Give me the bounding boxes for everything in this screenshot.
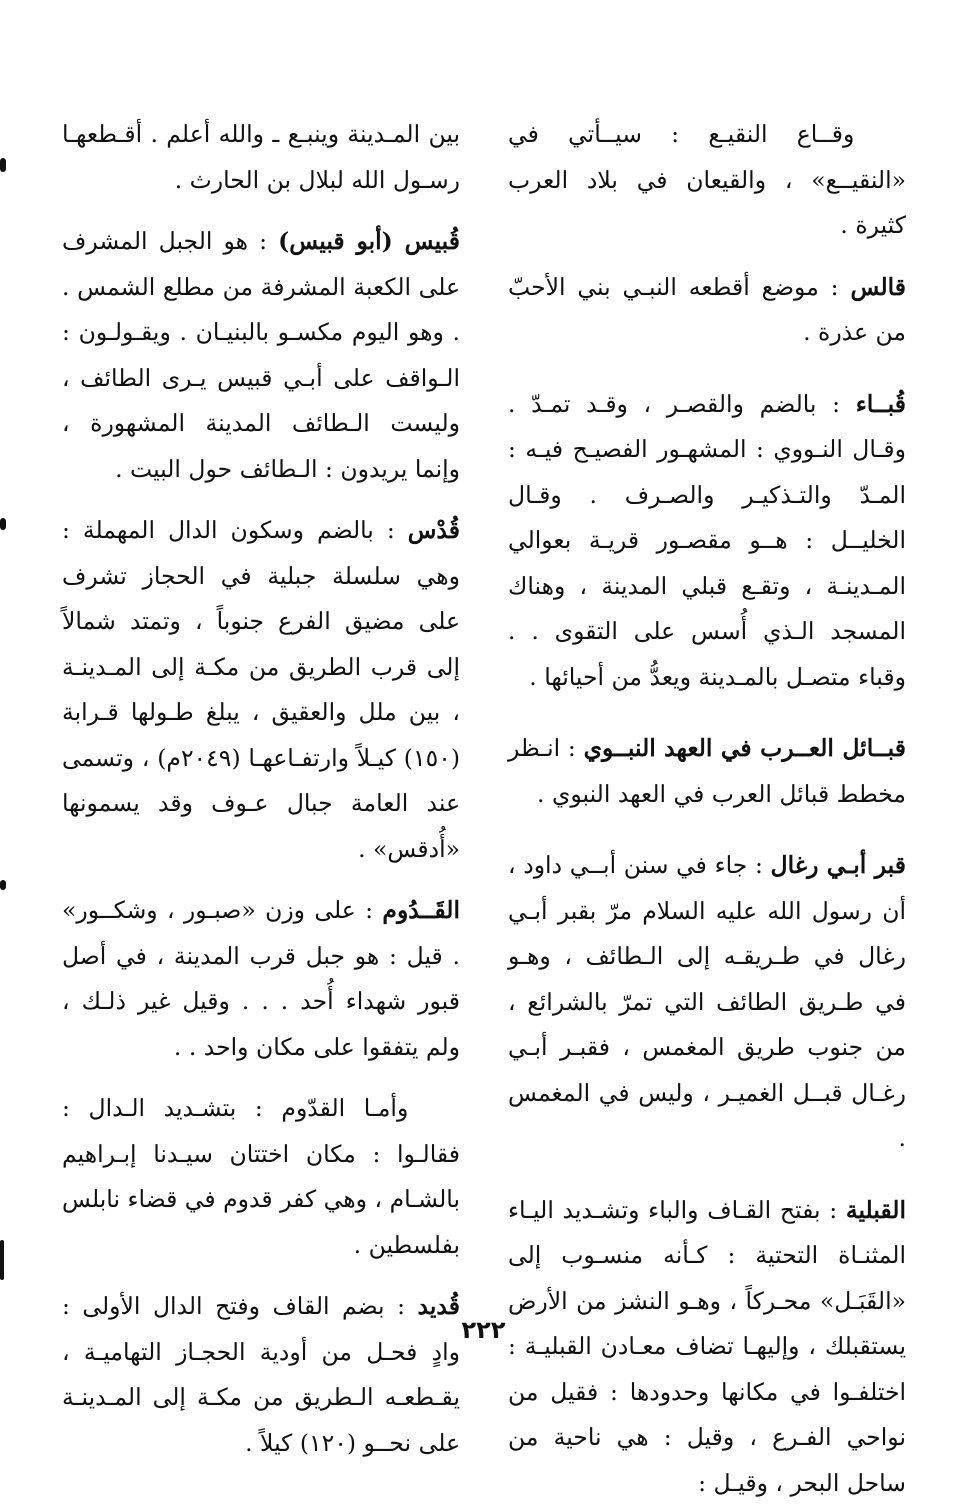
entry-qalis bbox=[508, 265, 906, 356]
entry-headword: قبــائل العــرب في العهد النبــوي bbox=[584, 734, 906, 762]
entry-body: : انـظر مخطط قبائل العرب في العهد النبوي . bbox=[508, 734, 906, 808]
entry-headword: قُبــاء bbox=[856, 390, 906, 418]
entry-body: : جاء في سنن أبــي داود ، أن رسول الله عليه السلام مرّ بقبر أبـي رغال في طـريقـه إلى الـطائف ، وهـو في طـريق الطائف التي تمرّ بالشرائع ، من جنوب طريق المغمس ، فقبـر أبـي رغـال قبــل الغميـر ، وليس في المغمس . bbox=[508, 851, 906, 1152]
entry-body: : بالضم وسكون الدال المهملة : وهي سلسلة جبلية في الحجاز تشرف على مضيق الفرع جنوباً ، وتمتد شمالاً إلى قرب الطريق من مكـة إلى المـدينـة ، بين ملل والعقيق ، يبلغ طـولها قـرابة (١٥٠) كيـلاً وارتفـاعهـا (٢٠٤٩م) ، وتسمى عند العامة جبال عـوف وقد يسمونها «أُدقس» . bbox=[62, 516, 460, 863]
entry-headword: قُديد bbox=[418, 1292, 460, 1320]
left-column bbox=[62, 112, 460, 1312]
entry-headword: قالس bbox=[850, 273, 906, 301]
scan-edge-mark bbox=[0, 518, 6, 530]
entry-body: : موضع أقطعه النبـي بني الأحبّ من عذرة . bbox=[508, 273, 906, 347]
entry-headword: قُدْس bbox=[408, 516, 460, 544]
page-number: ٢٢٢ bbox=[0, 1316, 967, 1344]
entry-headword: القَــدُوم bbox=[382, 896, 460, 924]
entry-headword: قبر أبـي رغال bbox=[771, 851, 906, 879]
entry-qubays bbox=[62, 219, 460, 492]
entry-al-qaddum-note bbox=[62, 1086, 460, 1268]
scan-edge-mark bbox=[0, 880, 6, 890]
entry-body: : بفتح القـاف والباء وتشـديد اليـاء المثنـاة التحتية : كـأنه منسـوب إلى «القَبَـل» محـركاً ، وهـو النشز من الأرض يستقبلك ، وإليهـا تضاف معـادن القبليـة : اختلفـوا في مكانها وحدودها : فقيل من نواحي الفـرع ، وقيل : هي ناحية من ساحل البحر ، وقيـل : bbox=[508, 1196, 906, 1497]
entry-headword: القبلية bbox=[846, 1196, 906, 1224]
right-column bbox=[508, 112, 906, 1312]
entry-quba bbox=[508, 382, 906, 701]
entry-body: : على وزن «صبـور ، وشكــور» . قيل : هو جبل قرب المدينة ، في أصل قبور شهداء أُحد . . . وقيل غير ذلـك ، ولم يتفقوا على مكان واحد . . bbox=[62, 896, 460, 1061]
entry-al-qabaliyya bbox=[508, 1188, 906, 1506]
entry-quds bbox=[62, 508, 460, 872]
entry-body: : بضم القاف وفتح الدال الأولى : وادٍ فحـل من أودية الحجـاز التهاميـة ، يقـطعـه الـطريق من مكـة إلى المـدينـة على نحــو (١٢٠) كيلاً . bbox=[62, 1292, 460, 1457]
scan-edge-mark bbox=[0, 1240, 4, 1280]
entry-qudayd bbox=[62, 1284, 460, 1466]
entry-al-qadum bbox=[62, 888, 460, 1070]
entry-qabail-al-arab bbox=[508, 726, 906, 817]
entry-body: وأمـا القدّوم : بتشـديد الـدال : فقالـوا : مكان اختتان سيـدنا إبـراهيم بالشـام ، وهي كفر قدوم في قضاء نابلس بفلسطين . bbox=[62, 1094, 460, 1259]
entry-qabr-abi-rughal bbox=[508, 843, 906, 1162]
entry-body: بين المـدينة وينبـع ـ والله أعلم . أقـطعهـا رسـول الله لبلال بن الحارث . bbox=[62, 120, 460, 194]
entry-body: : هو الجبل المشرف على الكعبة المشرفة من مطلع الشمس . . وهو اليوم مكسـو بالبنيـان . ويقـولـون : الـواقف على أبـي قبيس يـرى الطائف ، وليست الـطائف المدينة المشهورة ، وإنما يريدون : الـطائف حول البيت . bbox=[62, 227, 460, 483]
entry-body: : بالضم والقصـر ، وقـد تمـدّ . وقـال النـووي : المشهـور الفصيـح فيـه : المـدّ والتـذكيـر والصـرف . وقـال الخليــل : هــو مقصـور قريـة بعوالي المـدينـة ، وتقـع قبلي المدينة ، وهناك المسجد الـذي أُسس على التقوى . . وقباء متصـل بالمـدينة ويعدُّ من أحيائها . bbox=[508, 390, 906, 691]
entry-headword: قُبيس (أبو قبيس) bbox=[278, 227, 460, 255]
entry-continuation bbox=[508, 112, 906, 249]
entry-continuation bbox=[62, 112, 460, 203]
entry-body: وقــاع النقيـع : سيــأتي في «النقيــع» ، والقيعان في بلاد العرب كثيرة . bbox=[508, 120, 906, 239]
scan-edge-mark bbox=[0, 158, 6, 172]
